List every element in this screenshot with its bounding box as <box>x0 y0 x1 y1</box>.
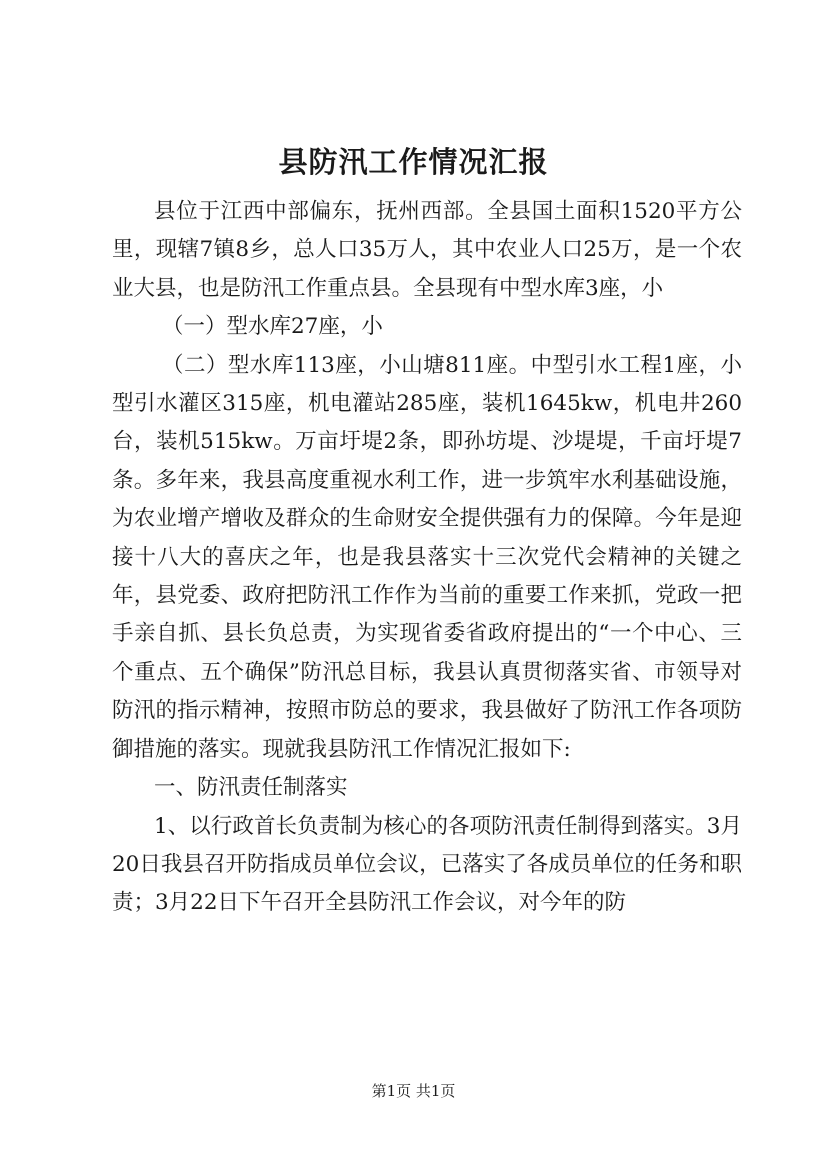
page-number: 第1页 共1页 <box>371 1082 456 1100</box>
paragraph-intro: 县位于江西中部偏东，抚州西部。全县国土面积1520平方公里，现辖7镇8乡，总人口35万人，其中农业人口25万，是一个农业大县，也是防汛工作重点县。全县现有中型水库3座，小 <box>112 199 742 301</box>
document-title: 县防汛工作情况汇报 <box>278 145 549 179</box>
paragraph-item-two: （二）型水库113座，小山塘811座。中型引水工程1座，小型引水灌区315座，机电灌站285座，装机1645kw，机电井260台，装机515kw。万亩圩堤2条，即孙坊堤、沙堤堤，千亩圩堤7条。多年来，我县高度重视水利工作，进一步筑牢水利基础设施，为农业增产增收及群众的生命财安全提供强有力的保障。今年是迎接十八大的喜庆之年，也是我县落实十三次党代会精神的关键之年，县党委、政府把防汛工作作为当前的重要工作来抓，党政一把手亲自抓、县长负总责，为实现省委省政府提出的“一个中心、三个重点、五个确保”防汛总目标，我县认真贯彻落实省、市领导对防汛的指示精神，按照市防总的要求，我县做好了防汛工作各项防御措施的落实。现就我县防汛工作情况汇报如下: <box>112 352 742 762</box>
paragraph-item-one: （一）型水库27座，小 <box>162 314 383 340</box>
document-body <box>112 193 742 923</box>
section-heading-responsibility: 一、防汛责任制落实 <box>154 775 348 801</box>
paragraph-responsibility: 1、以行政首长负责制为核心的各项防汛责任制得到落实。3月20日我县召开防指成员单位会议，已落实了各成员单位的任务和职责；3月22日下午召开全县防汛工作会议，对今年的防 <box>112 813 742 916</box>
